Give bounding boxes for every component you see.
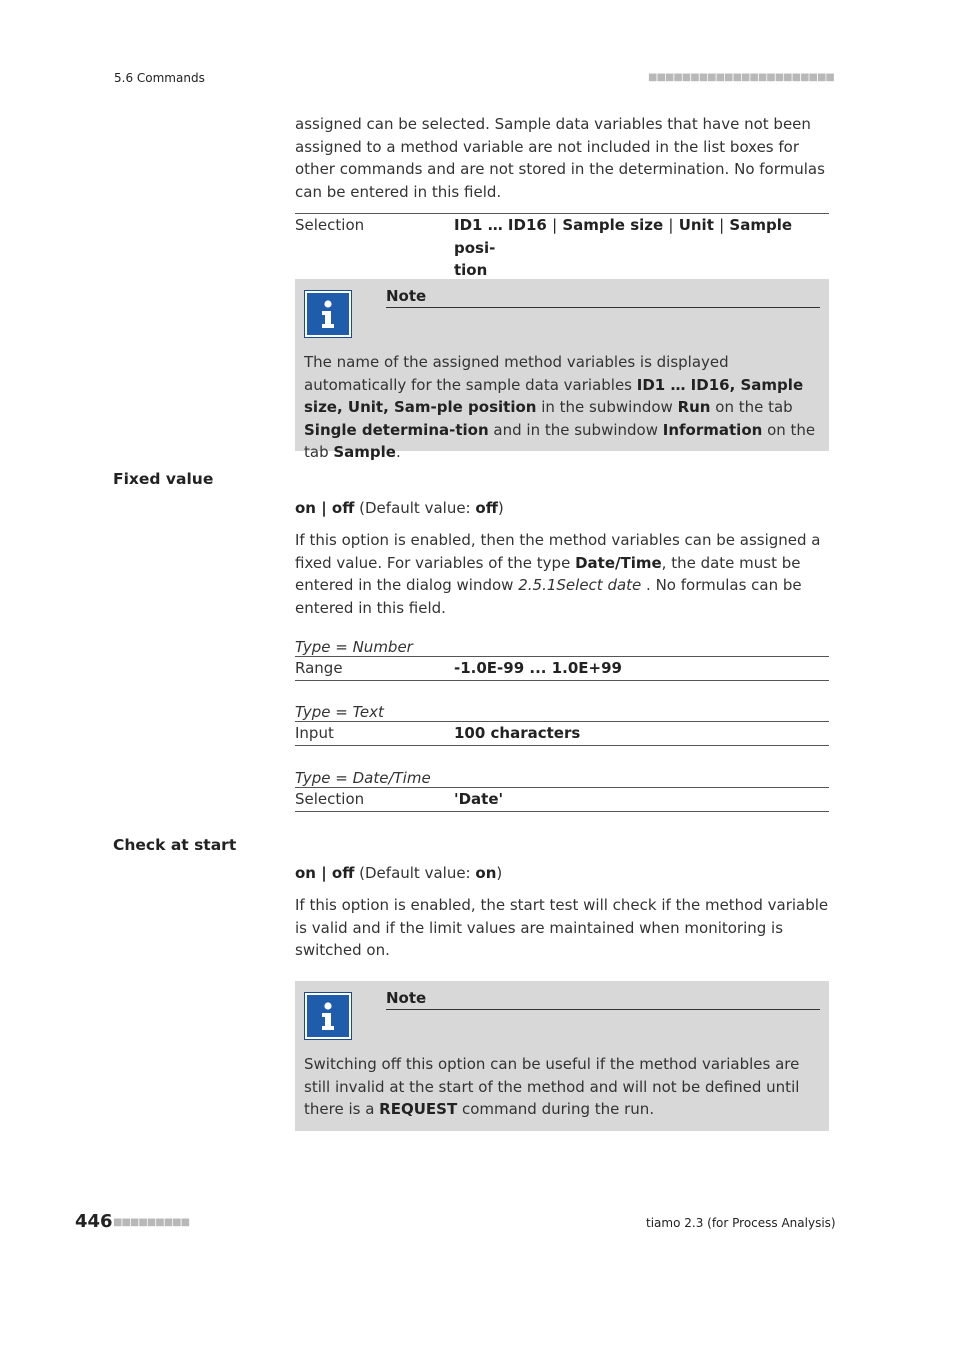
option-on: on xyxy=(295,864,316,882)
note-text-part: and in the subwindow xyxy=(488,420,663,439)
range-label: Range xyxy=(295,659,343,677)
desc-bold-datetime: Date/Time xyxy=(575,553,662,572)
value-sample-position-cont: tion xyxy=(454,261,488,279)
note-box xyxy=(295,981,829,1131)
note-text-part: The name of the assigned method variables is displayed automatically for the sample data variables xyxy=(304,353,729,394)
note-text-part: on the tab xyxy=(304,420,816,461)
type-number-table xyxy=(295,638,829,681)
intro-paragraph: assigned can be selected. Sample data variables that have not been assigned to a method variable are not included in the list boxes for other commands and are not stored in the determination. No formulas can be entered in this field. xyxy=(295,115,825,201)
option-off: off xyxy=(331,499,355,517)
note-text-part: in the subwindow xyxy=(536,398,678,416)
note-bold-variables: ID1 … ID16, Sample size, Unit, Sam-ple position xyxy=(304,375,804,416)
note-bold-information: Information xyxy=(662,420,763,439)
table-row xyxy=(295,788,829,811)
desc-part: If this option is enabled, then the method variables can be assigned a fixed value. For variables of the type xyxy=(295,531,821,572)
desc-part: . No formulas can be entered in this field. xyxy=(295,576,802,617)
table-rule xyxy=(295,745,829,746)
check-start-options xyxy=(295,862,829,885)
default-value: off xyxy=(475,499,498,517)
fixed-value-options xyxy=(295,497,829,520)
selection-label: Selection xyxy=(295,216,365,234)
value-id-range: ID1 … ID16 xyxy=(454,216,547,234)
input-label: Input xyxy=(295,724,334,742)
table-row xyxy=(295,657,829,680)
note-title: Note xyxy=(386,287,820,308)
value-sample-position: Sample posi- xyxy=(454,216,793,257)
note-bold-single-determination: Single determina-tion xyxy=(304,420,489,439)
option-separator: | xyxy=(315,499,332,517)
selection-label: Selection xyxy=(295,790,365,808)
default-prefix: (Default value: xyxy=(354,499,476,517)
value-sample-size: Sample size xyxy=(562,216,664,234)
type-date-table xyxy=(295,769,829,812)
note-text xyxy=(304,351,820,464)
selection-table xyxy=(295,213,829,284)
option-separator: | xyxy=(315,864,332,882)
table-rule xyxy=(295,680,829,681)
note-text-part: Switching off this option can be useful if the method variables are still invalid at the start of the method and will not be defined until there is a xyxy=(304,1055,800,1118)
note-text xyxy=(304,1053,820,1121)
type-text-table xyxy=(295,703,829,746)
type-number-label: Type = Number xyxy=(295,638,413,656)
default-prefix: (Default value: xyxy=(354,864,476,882)
selection-values xyxy=(454,214,829,282)
input-value: 100 characters xyxy=(454,724,581,742)
footer-product: tiamo 2.3 (for Process Analysis) xyxy=(646,1216,836,1230)
default-value: on xyxy=(475,864,497,882)
note-text-part: command during the run. xyxy=(457,1100,655,1118)
type-date-label: Type = Date/Time xyxy=(295,769,431,787)
desc-part: , the date must be entered in the dialog window xyxy=(295,553,801,594)
selection-value: 'Date' xyxy=(454,790,504,808)
separator: | xyxy=(552,216,558,234)
footer-dots: ■■■■■■■■■ xyxy=(113,1217,190,1228)
value-unit: Unit xyxy=(678,216,714,234)
fixed-value-description xyxy=(295,529,829,619)
desc-link-select-date: 2.5.1Select date xyxy=(518,576,647,594)
note-bold-sample: Sample xyxy=(333,443,396,461)
table-row xyxy=(295,722,829,745)
note-bold-run: Run xyxy=(677,398,711,416)
check-start-description: If this option is enabled, the start test will check if the method variable is valid and if the limit values are maintained when monitoring is switched on. xyxy=(295,896,829,959)
running-header-dots: ■■■■■■■■■■■■■■■■■■■■■■ xyxy=(648,72,834,83)
note-title: Note xyxy=(386,989,820,1010)
separator: | xyxy=(668,216,674,234)
option-on: on xyxy=(295,499,316,517)
section-heading-check-at-start: Check at start xyxy=(113,836,237,854)
range-value: -1.0E-99 ... 1.0E+99 xyxy=(454,659,622,677)
note-text-part: . xyxy=(395,443,401,461)
default-suffix: ) xyxy=(497,499,504,517)
note-box xyxy=(295,279,829,461)
info-icon xyxy=(304,290,352,338)
note-text-part: on the tab xyxy=(710,398,793,416)
type-text-label: Type = Text xyxy=(295,703,384,721)
option-off: off xyxy=(331,864,355,882)
running-header-section: 5.6 Commands xyxy=(114,71,205,85)
table-rule xyxy=(295,811,829,812)
note-bold-request: REQUEST xyxy=(379,1100,458,1118)
page-number: 446 xyxy=(75,1211,113,1232)
default-suffix: ) xyxy=(496,864,503,882)
separator: | xyxy=(719,216,725,234)
section-heading-fixed-value: Fixed value xyxy=(113,470,214,488)
table-row xyxy=(295,214,829,282)
info-icon xyxy=(304,992,352,1040)
